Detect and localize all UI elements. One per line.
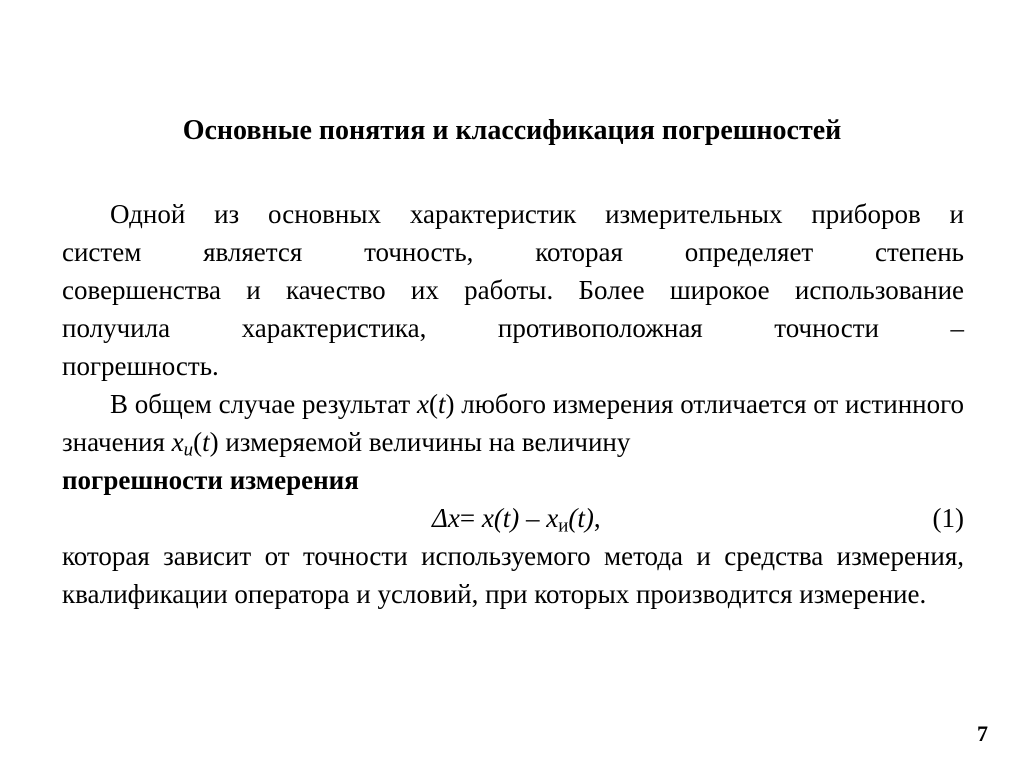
paragraph-2-text-3: измеряемой величины на величину (218, 427, 631, 457)
variable-x-true: x (171, 427, 184, 457)
paren-close: ) (209, 427, 219, 457)
paren-close: ) (445, 389, 455, 419)
equation-row (62, 499, 964, 537)
paragraph-1 (62, 195, 964, 385)
formula-x: x (481, 503, 494, 533)
formula-t: (t) (568, 503, 594, 533)
paragraph-2-text-1: В общем случае результат (110, 389, 417, 419)
minus-sign: – (519, 503, 547, 533)
paragraph-1-line-1: Одной из основных характеристик измерительных приборов и (110, 199, 964, 229)
bold-term: погрешности измерения (62, 465, 359, 495)
paragraph-1-line-3: совершенства и качество их работы. Более широкое использование (62, 275, 964, 305)
delta-x: Δx (432, 503, 460, 533)
paragraph-2 (62, 385, 964, 499)
formula-comma: , (593, 503, 601, 533)
paragraph-3: которая зависит от точности используемого метода и средства измерения, квалификации оператора и условий, при которых производится измерение. (62, 541, 964, 609)
slide-title: Основные понятия и классификация погрешностей (182, 115, 842, 146)
slide-body (62, 195, 964, 613)
equals-sign: = (459, 503, 482, 533)
variable-x: x (416, 389, 429, 419)
paragraph-1-line-5: погрешность. (62, 351, 219, 381)
subscript-i: и (183, 439, 194, 461)
formula-t: (t) (493, 503, 520, 533)
formula-x-true: x (546, 503, 559, 533)
equation-number: (1) (932, 503, 964, 533)
variable-t: t (202, 427, 210, 457)
page-number: 7 (977, 721, 988, 746)
paragraph-1-line-2: систем является точность, которая определяет степень (62, 237, 964, 267)
paren-open: ( (193, 427, 203, 457)
paragraph-2-text-2: любого измерения отличается от истинного значения (62, 389, 964, 457)
formula-subscript-i: и (558, 515, 569, 537)
paren-open: ( (428, 389, 438, 419)
equation (432, 499, 601, 537)
variable-t: t (437, 389, 446, 419)
paragraph-1-line-4: получила характеристика, противоположная точности – (62, 313, 964, 343)
